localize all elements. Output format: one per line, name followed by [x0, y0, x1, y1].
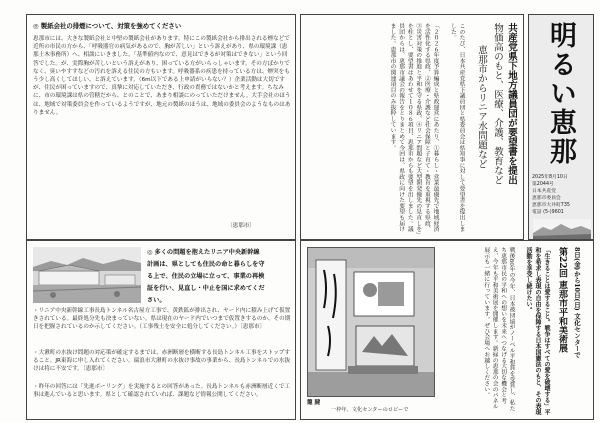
center-top-article [300, 14, 524, 240]
mountain-landscape-image [533, 219, 591, 239]
left-top-title: ◎ 製紙会社の排煙について、対策を強めてください [33, 22, 182, 30]
exhibition-heading: 第22回 恵那市平和美術展 [557, 247, 567, 353]
left-bottom-title-4: 証を行い、見直し・中止を国に求めてくだ [147, 285, 265, 292]
masthead-phone: 電話 (5-)9601 [532, 210, 564, 215]
left-bottom-para-2: ・大湫町の水抜け問題の対応策が確定するまでは、赤洲断層を横断する長島トンネル工事をストップすること。JR東海に申し入れてください。瑞浪市大湫町の水抜け事故の事業から、長島トンネルでの水抜けは将に不安です。〔恵那市〕 [33, 350, 291, 373]
masthead-address: 恵那市大井町735 [532, 203, 570, 208]
left-bottom-para-1: ・リニア中央新幹線工事長島トンネル名古屋方工事で、黄鉄鉱が排出され、ヤード内に積み上げて仮置きされている。最終処分先も決まっていない。県は現在のヤード内でいつまで仮置きするのか、その期日を把握されているのか示してください。（工事残土を安全に処分してください。）〔恵那市〕 [33, 308, 291, 331]
exhibition-dates: 8日(金)から10日(日) 文化センターで [573, 247, 581, 358]
center-body-1: このたび、日本共産党県下議員団と県委員会は県知事に対して要望書を提出しました。 [449, 23, 464, 232]
left-top-body: 恵那市には、大きな製紙会社と中堅の製紙会社があります。特にこの製紙会社から排出される煙などで近所の市民の方から、「呼吸器官の病気があるので、胸が苦しい」という訴えがあり、県の環境課（恵那土木事務所）へ、相談にいきました。「基準値内なので、意見はできるが対策はできない」という回答でした。が、実際胸が苦しいという訴えがあり、困っている方がいらっしゃいます。その方ばかりでなく、臭いやすすなどの汚れを訴える住民の方もいます。呼吸器系の疾患を持っている方は、煙突をもう少し高くしてほしい、と訴えています。（6m以下である上申請がいらない？）企業活動は大切ですが、住民が困っていますので、真摯に対応していただき、行政の責務ではないかと考えます。ちなみに、市の環境課は県の管轄だから、とのことで、あまり相談にのっていただけません。大手会社のほうは、地域で対策委員会を作っているようですが、地元の製紙のほうは、地域の委員会のようなものはありません。 [33, 36, 291, 116]
exhibition-photo [307, 247, 435, 397]
masthead-issue-number: 第2044号 [532, 182, 554, 187]
masthead-title: 明るい恵那 [545, 21, 576, 166]
exhibition-photo-image [308, 248, 434, 396]
exhibition-article [300, 240, 594, 420]
left-top-article [26, 14, 296, 240]
exhibition-quote: 「生きることは愛すること。戦争はすべての愛を破壊する」平和を希求し表現の自由を保障する日本国憲法のもと、その表現活動を享受し続けたい。 [525, 247, 550, 415]
exhibition-body: 戦後80年の今年、日本被団協がノーベル平和賞を受賞し、私たち恵那市民の平和への想いを未来へつなげる大切な機会と考え、今年も平和美術展を開催します。新緑の恵那の会のパネル展示も一緒に行っています。ぜひ会場へお越しください。 [482, 247, 514, 411]
left-bottom-title-1: ◎ 多くの問題を抱えたリニア中央新幹線 [147, 249, 260, 256]
left-bottom-title-5: さい。 [147, 297, 166, 304]
masthead-publisher: 日本共産党 [532, 189, 556, 194]
exhibition-label: 籠 腱 [307, 400, 321, 406]
masthead-branch: 恵那市委員会 [532, 196, 561, 201]
masthead-issue-date: 2025年8月10日 [532, 175, 568, 180]
center-subtitle-2: 物価高のもと、医療、介護、教育など [492, 23, 503, 185]
left-bottom-article [26, 240, 296, 420]
center-subtitle-1: 共産党県下地方議員団が要望書を提出 [506, 23, 517, 185]
exhibition-caption: 一枠年、文化センターのロビーで [331, 407, 409, 413]
construction-photo [33, 247, 141, 303]
center-subtitle-3: 恵那市からリニア水問題など [476, 45, 487, 169]
left-bottom-para-3: ・昨年の回答には「先進ボーリング」を実施するとの回答があった。長島トンネルも赤洲断層近くで工事は進んでいると思います。県として確認されていれば、課題など情報公開してください。 [33, 384, 290, 399]
left-bottom-title-3: る上で、住民の立場に立って、事業の再検 [147, 273, 265, 280]
left-top-signature: 〔恵那市〕 [227, 223, 255, 229]
center-body-2: 「２０２６年度予算編成と県政運営にあたり、①暮らし・営業最優先で地域経済を活性化する県政、②医療・介護など社会保障と子育て・教育を重視する県政、③災害対策の推進と平和を守る県政、④リニア問題など大型開発優先の見直しを」を柱とし、要望書はあわせて１０８６項目、恵那市からも要望を出しました。議員団からは、恵那市議会の報告をとりまとめて今回は、県政に向けた要望も届けました。恵那市の関連項目のみ抜粋しています。 [389, 23, 438, 235]
construction-photo-image [33, 247, 141, 303]
masthead-landscape [533, 219, 591, 239]
masthead [528, 14, 594, 240]
left-bottom-title-2: 計画は、県としても住民の命と暮らしを守 [147, 261, 265, 268]
